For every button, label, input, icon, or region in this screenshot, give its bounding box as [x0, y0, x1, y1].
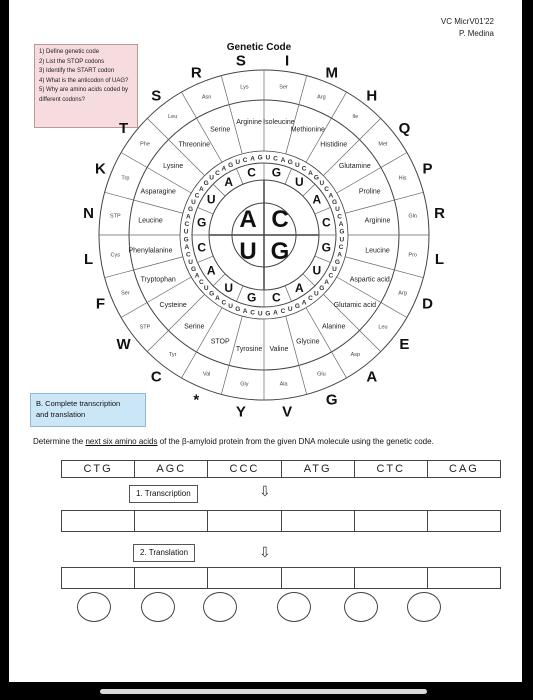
mrna-input-cell[interactable]: [428, 511, 500, 531]
amino-letter: L: [434, 251, 445, 269]
amino-letter: H: [366, 87, 378, 105]
third-base: C: [273, 155, 278, 163]
down-arrow-icon: ⇩: [259, 483, 271, 499]
second-base: A: [206, 263, 216, 278]
amino-divider: [286, 76, 307, 154]
third-base: G: [334, 258, 340, 266]
amino-letter: A: [366, 368, 378, 386]
third-base: A: [242, 308, 248, 316]
mrna-input-cell[interactable]: [355, 511, 428, 531]
amino-divider: [221, 76, 242, 154]
amino-acid-name: Asparagine: [140, 188, 176, 196]
second-base: A: [312, 192, 322, 207]
amino-abbreviation: Leu: [168, 113, 178, 120]
worksheet-page: [9, 0, 522, 682]
amino-acid-name: Glutamic acid: [333, 302, 377, 310]
third-base: A: [338, 221, 344, 229]
amino-acid-name: Lysine: [163, 162, 184, 170]
dna-cell: CTC: [355, 461, 428, 477]
amino-acid-name: Histidine: [320, 141, 348, 149]
mrna-row: [61, 510, 501, 532]
amino-acid-name: Threonine: [178, 141, 211, 149]
translation-label: 2. Translation: [133, 544, 195, 562]
third-base: U: [191, 199, 196, 207]
third-base: A: [308, 169, 313, 177]
amino-letter: *: [193, 391, 200, 409]
third-base: U: [314, 290, 319, 298]
amino-divider: [286, 316, 307, 394]
third-base: U: [235, 159, 241, 167]
third-base: A: [301, 299, 307, 307]
amino-acid-answer-circle[interactable]: [77, 592, 111, 622]
second-base: A: [224, 175, 234, 190]
amino-abbreviation: Ser: [279, 84, 288, 91]
second-base: C: [321, 215, 331, 230]
third-base: U: [332, 265, 337, 273]
amino-abbreviation: Met: [378, 141, 388, 148]
amino-divider: [337, 153, 407, 194]
dna-cell: ATG: [282, 461, 355, 477]
mrna-input-cell[interactable]: [282, 511, 355, 531]
third-base: U: [294, 161, 300, 169]
amino-acid-name: Cysteine: [159, 302, 187, 310]
third-base: G: [209, 290, 215, 298]
amino-abbreviation: Gln: [408, 213, 417, 220]
amino-letter: R: [190, 64, 202, 82]
second-base: C: [272, 290, 281, 305]
third-base: A: [215, 295, 220, 303]
amino-abbreviation: Arg: [398, 290, 407, 297]
amino-letter: V: [282, 403, 293, 421]
amino-abbreviation: Val: [202, 371, 211, 378]
transcription-label: 1. Transcription: [129, 485, 198, 503]
amino-abbreviation: Ala: [279, 381, 288, 388]
third-base: U: [203, 284, 209, 292]
amino-letter: M: [325, 64, 338, 82]
third-base: U: [183, 228, 189, 236]
third-base: U: [228, 303, 234, 311]
ring2-divider: [236, 168, 243, 184]
third-base: U: [257, 310, 263, 318]
amino-acid-answer-circle[interactable]: [277, 592, 311, 622]
second-base: A: [294, 280, 304, 295]
amino-letter: C: [150, 368, 162, 386]
amino-abbreviation: Asp: [350, 352, 361, 359]
amino-acid-answer-circle[interactable]: [141, 592, 175, 622]
amino-acid-name: STOP: [210, 338, 230, 346]
third-base: C: [198, 278, 204, 286]
amino-abbreviation: Ser: [121, 290, 130, 297]
amino-letter: E: [399, 335, 410, 353]
third-base: A: [184, 243, 190, 251]
center-base: U: [239, 238, 257, 265]
amino-divider: [345, 192, 423, 213]
trna-input-cell[interactable]: [355, 568, 428, 588]
ring2-divider: [315, 256, 331, 263]
second-base: G: [246, 290, 257, 305]
instruction-post: of the β-amyloid protein from the given DNA molecule using the genetic code.: [157, 437, 434, 446]
dna-cell: AGC: [135, 461, 208, 477]
amino-letter: Q: [398, 120, 411, 138]
home-indicator[interactable]: [100, 689, 427, 694]
second-base: U: [312, 263, 322, 278]
dna-cell: CCC: [208, 461, 281, 477]
down-arrow-icon: ⇩: [259, 544, 271, 560]
ring2-divider: [197, 256, 213, 263]
amino-abbreviation: Cys: [110, 252, 121, 259]
amino-acid-name: Phenylalanine: [128, 247, 173, 255]
second-base: C: [197, 240, 207, 255]
amino-acid-name: Serine: [184, 323, 205, 331]
amino-abbreviation: His: [398, 175, 407, 182]
amino-acid-name: Proline: [358, 188, 381, 196]
amino-abbreviation: Trp: [121, 175, 130, 182]
amino-divider: [121, 153, 191, 194]
third-base: G: [319, 284, 325, 292]
third-base: A: [337, 251, 343, 259]
third-base: G: [265, 310, 271, 318]
third-base: A: [198, 186, 204, 194]
third-base: C: [337, 213, 343, 221]
third-base: C: [185, 251, 191, 259]
amino-acid-name: Isoleucine: [263, 118, 295, 126]
second-base: U: [294, 175, 304, 190]
instruction-text: [33, 436, 503, 447]
third-base: C: [215, 169, 220, 177]
amino-abbreviation: Arg: [317, 94, 326, 101]
third-base: C: [328, 272, 334, 280]
third-base: C: [324, 186, 330, 194]
amino-abbreviation: Lys: [240, 84, 249, 91]
third-base: G: [190, 265, 197, 273]
amino-abbreviation: Phe: [140, 141, 150, 148]
amino-letter: P: [422, 160, 433, 178]
amino-letter: L: [83, 251, 94, 269]
center-base: C: [271, 206, 289, 233]
amino-acid-name: Leucine: [365, 247, 390, 255]
amino-acid-name: Alanine: [322, 323, 346, 331]
amino-acid-name: Glutamine: [338, 162, 371, 170]
third-base: U: [339, 236, 345, 244]
third-base: U: [188, 258, 193, 266]
third-base: G: [257, 154, 263, 162]
instruction-pre: Determine the: [33, 437, 86, 446]
third-base: A: [221, 165, 227, 173]
amino-letter: I: [285, 52, 290, 70]
instruction-underlined: next six amino acids: [85, 437, 158, 446]
amino-acid-name: Arginine: [236, 118, 262, 126]
amino-letter: Y: [235, 403, 246, 421]
third-base: G: [339, 228, 345, 236]
second-base: G: [197, 215, 207, 230]
amino-acid-name: Glycine: [296, 338, 320, 346]
header-author: P. Medina: [459, 29, 494, 38]
third-base: G: [294, 303, 300, 311]
dna-cell: CAG: [449, 463, 479, 475]
amino-abbreviation: Asn: [201, 94, 212, 101]
amino-acid-answer-circle[interactable]: [407, 592, 441, 622]
third-base: U: [265, 154, 271, 162]
second-base: C: [247, 165, 256, 180]
amino-acid-name: Leucine: [138, 217, 163, 225]
third-base: G: [228, 161, 234, 169]
amino-abbreviation: Leu: [378, 324, 388, 331]
amino-divider: [221, 316, 242, 394]
amino-abbreviation: Pro: [408, 252, 417, 259]
amino-letter: F: [95, 295, 106, 313]
amino-letter: K: [95, 160, 106, 178]
third-base: A: [273, 309, 278, 317]
third-base: C: [194, 192, 200, 200]
amino-acid-name: Tyrosine: [235, 346, 263, 354]
amino-acid-name: Tryptophan: [140, 276, 176, 284]
wheel-title: Genetic Code: [226, 42, 292, 53]
amino-letter: W: [116, 335, 131, 353]
second-base: U: [224, 280, 234, 295]
center-base: A: [239, 206, 257, 233]
amino-abbreviation: Tyr: [168, 352, 177, 359]
amino-abbreviation: Gly: [240, 381, 249, 388]
amino-acid-name: Arginine: [364, 217, 391, 225]
third-base: C: [242, 156, 248, 164]
amino-divider: [345, 257, 423, 278]
trna-input-cell[interactable]: [208, 568, 281, 588]
header: [441, 16, 494, 40]
third-base: C: [308, 295, 313, 303]
question-4: 4) What is the anticodon of UAG?: [39, 77, 129, 84]
amino-acid-name: Serine: [210, 126, 231, 134]
amino-letter: S: [235, 52, 246, 70]
amino-acid-answer-circle[interactable]: [203, 592, 237, 622]
third-base: C: [221, 299, 227, 307]
ring2-divider: [236, 286, 243, 302]
mrna-input-cell[interactable]: [62, 511, 135, 531]
amino-abbreviation: Ile: [352, 113, 359, 120]
third-base: U: [287, 305, 293, 313]
amino-abbreviation: STP: [139, 324, 151, 331]
third-base: C: [280, 308, 286, 316]
trna-row: [61, 567, 501, 589]
amino-acid-name: Valine: [269, 346, 289, 354]
question-2: 2) List the STOP codons: [39, 58, 105, 65]
amino-letter: R: [434, 204, 445, 222]
third-base: C: [338, 243, 344, 251]
ring2-divider: [285, 286, 292, 302]
amino-letter: G: [325, 391, 338, 409]
third-base: U: [335, 206, 340, 214]
ring2-divider: [285, 168, 292, 184]
third-base: G: [287, 159, 293, 167]
mrna-input-cell[interactable]: [135, 511, 208, 531]
trna-input-cell[interactable]: [428, 568, 500, 588]
amino-abbreviation: STP: [109, 213, 121, 220]
second-base: U: [206, 192, 216, 207]
amino-acid-name: Aspartic acid: [349, 276, 390, 284]
third-base: G: [188, 206, 194, 214]
section-b-line1: B. Complete transcription: [36, 399, 121, 408]
third-base: A: [324, 278, 330, 286]
third-base: A: [280, 156, 286, 164]
third-base: A: [185, 213, 191, 221]
third-base: U: [209, 174, 214, 182]
third-base: C: [184, 221, 190, 229]
trna-input-cell[interactable]: [62, 568, 135, 588]
third-base: C: [301, 165, 307, 173]
dna-cell: CTG: [62, 461, 135, 477]
third-base: A: [250, 155, 255, 163]
third-base: A: [194, 272, 200, 280]
amino-letter: T: [118, 120, 129, 138]
section-b-line2: and translation: [36, 410, 86, 419]
header-course: VC MicrV01'22: [440, 17, 494, 26]
question-3: 3) Identify the START codon: [39, 68, 115, 74]
amino-acid-name: Methionine: [290, 126, 325, 134]
question-1: 1) Define genetic code: [39, 49, 100, 55]
center-base: G: [270, 238, 290, 265]
third-base: U: [319, 180, 325, 188]
third-base: G: [331, 199, 338, 207]
amino-acid-answer-circle[interactable]: [344, 592, 378, 622]
second-base: G: [321, 240, 331, 255]
trna-input-cell[interactable]: [135, 568, 208, 588]
ring2-divider: [197, 207, 213, 214]
amino-letter: S: [151, 87, 162, 105]
third-base: A: [328, 192, 334, 200]
amino-letter: D: [422, 295, 433, 313]
third-base: G: [235, 305, 241, 313]
second-base: G: [271, 165, 282, 180]
amino-letter: N: [83, 204, 94, 222]
mrna-input-cell[interactable]: [208, 511, 281, 531]
third-base: G: [203, 180, 209, 188]
third-base: G: [313, 174, 319, 182]
amino-divider: [105, 257, 183, 278]
third-base: C: [250, 309, 255, 317]
trna-input-cell[interactable]: [282, 568, 355, 588]
question-5: 5) Why are amino acids coded by different codons?: [39, 87, 129, 103]
third-base: G: [183, 236, 189, 244]
ring2-divider: [315, 207, 331, 214]
dna-row: [61, 460, 501, 478]
amino-abbreviation: Glu: [317, 371, 326, 378]
